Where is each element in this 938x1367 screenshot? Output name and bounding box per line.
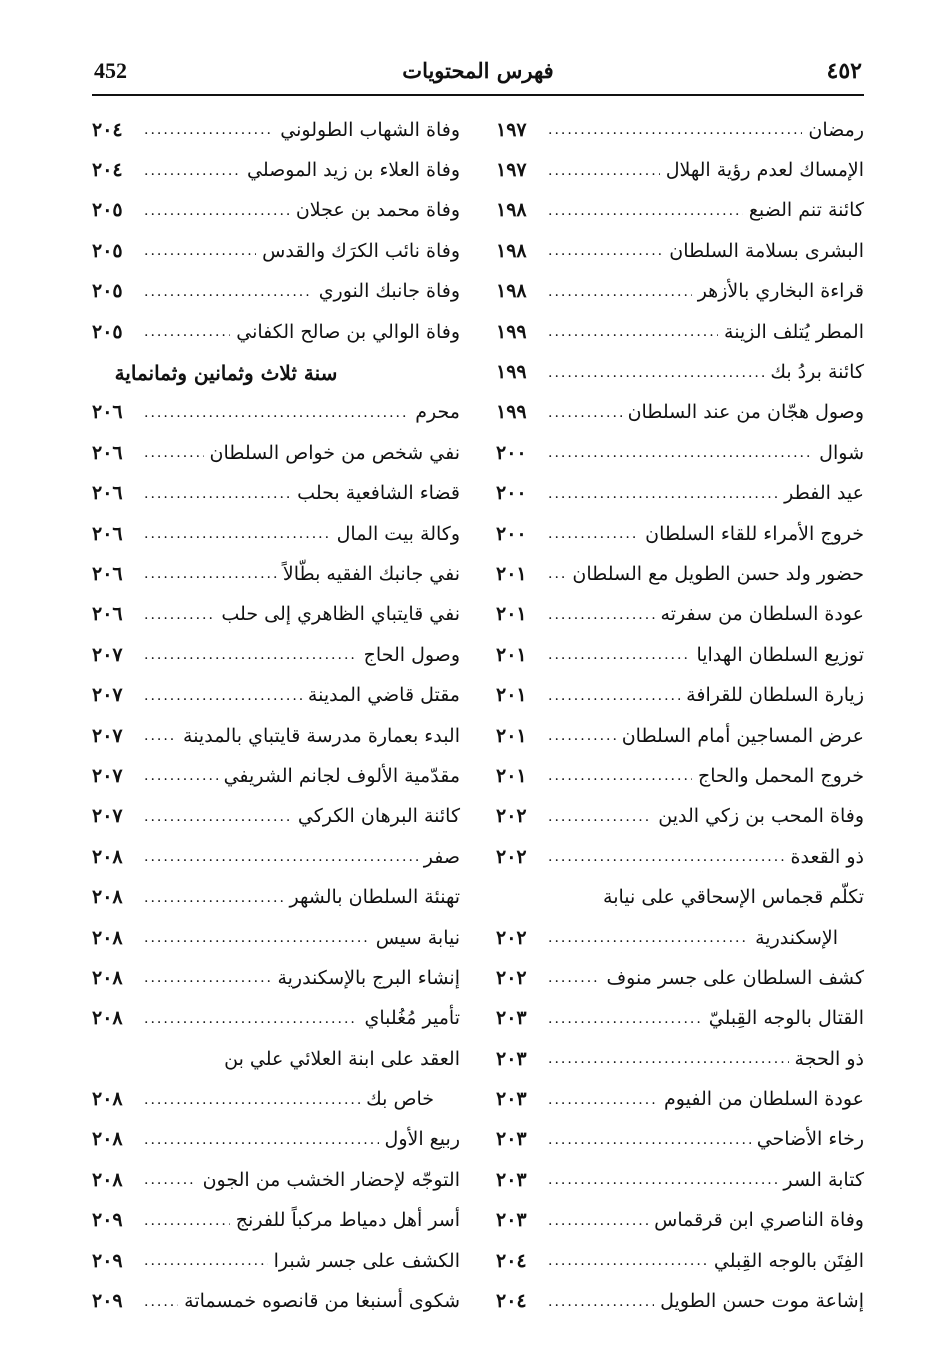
dot-leader [144,1201,230,1241]
dot-leader [548,353,764,393]
dot-leader [548,272,692,312]
toc-entry-page: ٢٠٥ [92,280,123,303]
toc-entry [92,716,460,756]
toc-entry [92,595,460,635]
toc-entry [496,1160,864,1200]
toc-entry-title: عرض المساجين أمام السلطان [621,724,864,747]
toc-entry-title: تكلّم قجماس الإسحاقي على نيابة [603,886,864,909]
toc-entry-title: ذو القعدة [790,845,864,868]
toc-entry-page: ٢٠٠ [496,482,527,505]
toc-entry-page: ٢٠٤ [92,159,123,182]
toc-entry-page: ٢٠٩ [92,1209,123,1232]
toc-entry-page: ٢٠٣ [496,1007,527,1030]
toc-entry-title: كائنة تنم الضبع [748,199,864,222]
toc-entry [496,312,864,352]
toc-entry [496,958,864,998]
toc-entry-page: ٢٠٠ [496,441,527,464]
dot-leader [548,918,749,958]
toc-entry-page: ٢٠١ [496,684,527,707]
dot-leader [548,999,703,1039]
toc-entry [92,918,460,958]
toc-entry-page: ٢٠٨ [92,886,123,909]
toc-entry [496,1120,864,1160]
toc-entry-page: ٢٠٢ [496,966,527,989]
toc-entry-page: ٢٠٠ [496,522,527,545]
toc-entry-page: ٢٠٦ [92,482,123,505]
toc-entry [496,797,864,837]
dot-leader [144,1241,268,1281]
toc-entry-page: ١٩٩ [496,361,527,384]
toc-entry-title: وفاة الوالي بن صالح الكفاني [236,320,460,343]
toc-left-column [92,110,460,1322]
toc-entry [92,231,460,271]
toc-entry [496,837,864,877]
toc-entry-title: البدء بعمارة مدرسة قايتباي بالمدينة [183,724,460,747]
toc-entry-title: العقد على ابنة العلائي علي بن [224,1047,460,1070]
toc-entry [496,433,864,473]
toc-entry-title: رخاء الأضاحي [756,1128,864,1151]
dot-leader [144,716,177,756]
toc-entry-page: ٢٠٦ [92,441,123,464]
toc-entry [92,393,460,433]
dot-leader [144,676,302,716]
toc-entry-title: كشف السلطان على جسر منوف [606,966,864,989]
toc-entry-page: ٢٠٩ [92,1249,123,1272]
toc-entry-title: الإمساك لعدم رؤية الهلال [665,159,864,182]
toc-entry [92,756,460,796]
toc-entry-title: البشرى بسلامة السلطان [669,239,864,262]
toc-entry-title: وكالة بيت المال [336,522,460,545]
toc-entry [92,1281,460,1321]
dot-leader [144,272,313,312]
toc-entry-page: ٢٠٥ [92,199,123,222]
toc-entry-page: ٢٠٤ [92,118,123,141]
toc-entry [92,312,460,352]
toc-entry-page: ٢٠٧ [92,764,123,787]
toc-entry-title: نفي جانبك الفقيه بطّالاً [282,562,460,585]
toc-entry-page: ٢٠١ [496,603,527,626]
toc-entry [496,999,864,1039]
toc-entry-title: إشاعة موت حسن الطويل [660,1290,864,1313]
toc-entry [92,1039,460,1079]
toc-entry [92,999,460,1039]
toc-entry-page: ٢٠٧ [92,724,123,747]
dot-leader [144,797,292,837]
toc-entry-title: مقدّمية الألوف لجانم الشريفي [223,764,460,787]
toc-entry [92,1241,460,1281]
toc-entry-page: ٢٠٨ [92,1168,123,1191]
toc-entry-title: مقتل قاضي المدينة [307,684,460,707]
toc-entry-title: صفر [423,845,460,868]
toc-entry [496,877,864,917]
dot-leader [548,1241,708,1281]
toc-entry [496,756,864,796]
toc-entry-title: قضاء الشافعية بحلب [297,482,460,505]
toc-entry-title: وفاة الناصري ابن قرقماس [654,1209,864,1232]
toc-entry [496,474,864,514]
dot-leader [548,1120,751,1160]
toc-entry [92,514,460,554]
toc-entry-title: كائنة البرهان الكركي [297,805,460,828]
dot-leader [144,474,291,514]
toc-entry-title: وفاة المحب بن زكي الدين [658,805,864,828]
toc-entry [496,393,864,433]
dot-leader [144,312,230,352]
section-heading-text: سنة ثلاث وثمانين وثمانماية [114,360,338,385]
toc-entry-title: وفاة نائب الكرَك والقدس [262,239,460,262]
section-heading [92,352,460,392]
toc-entry [92,675,460,715]
toc-entry-page: ٢٠٤ [496,1249,527,1272]
toc-entry-page: ٢٠٢ [496,845,527,868]
toc-entry [496,595,864,635]
dot-leader [144,1160,197,1200]
toc-entry [92,1079,460,1119]
toc-entry-title: قراءة البخاري بالأزهر [697,280,864,303]
header-divider [92,94,864,96]
toc-entry-title: المطر يُتلف الزينة [724,320,864,343]
toc-entry [496,675,864,715]
toc-entry [496,110,864,150]
toc-entry-page: ٢٠٨ [92,966,123,989]
toc-entry [92,958,460,998]
toc-entry-title: كتابة السر [783,1168,864,1191]
page-number-arabic: ٤٥٢ [826,58,862,84]
toc-entry-title: نفي شخص من خواص السلطان [209,441,460,464]
toc-entry-page: ١٩٧ [496,159,527,182]
toc-entry [92,554,460,594]
dot-leader [548,797,652,837]
toc-entry-title: خروج الأمراء للقاء السلطان [645,522,864,545]
toc-entry [496,150,864,190]
dot-leader [548,231,663,271]
toc-entry-page: ٢٠٣ [496,1047,527,1070]
toc-entry [496,716,864,756]
dot-leader [144,554,277,594]
toc-entry-title: وفاة العلاء بن زيد الموصلي [247,159,460,182]
toc-entry-title: حضور ولد حسن الطويل مع السلطان [572,562,864,585]
toc-entry-title: وفاة جانبك النوري [318,280,460,303]
toc-entry-title: ذو الحجة [794,1047,864,1070]
toc-entry [92,797,460,837]
toc-entry-title: إنشاء البرج بالإسكندرية [277,966,460,989]
toc-entry-page: ٢٠٦ [92,562,123,585]
toc-entry-page: ٢٠٥ [92,320,123,343]
page-number-latin: 452 [94,58,127,83]
dot-leader [548,1160,777,1200]
dot-leader [144,514,331,554]
toc-entry [496,514,864,554]
dot-leader [548,958,600,998]
dot-leader [144,999,358,1039]
toc-right-column [496,110,864,1322]
toc-entry-page: ٢٠٨ [92,926,123,949]
toc-entry-title: شوال [819,441,864,464]
toc-entry-page: ٢٠١ [496,724,527,747]
dot-leader [548,1080,658,1120]
toc-entry-title: عودة السلطان من سفرته [660,603,864,626]
dot-leader [548,1201,648,1241]
page-header [92,50,864,90]
toc-entry-title: رمضان [808,118,864,141]
toc-entry-title: تأمير مُغُلباي [364,1007,460,1030]
toc-entry-title: عودة السلطان من الفيوم [664,1088,864,1111]
toc-entry [496,272,864,312]
toc-entry-title: زيارة السلطان للقرافة [686,684,864,707]
toc-entry-page: ٢٠٦ [92,401,123,424]
dot-leader [548,1282,654,1322]
toc-entry [496,1039,864,1079]
toc-entry [496,918,864,958]
toc-entry-title: الكشف على جسر شبرا [273,1249,460,1272]
dot-leader [144,918,370,958]
toc-entry-title: التوجّه لإحضار الخشب من الجون [202,1168,460,1191]
toc-entry-page: ٢٠٤ [496,1290,527,1313]
dot-leader [144,837,418,877]
dot-leader [548,676,680,716]
toc-entry-title: نفي قايتباي الظاهري إلى حلب [221,603,460,626]
toc-entry-page: ١٩٧ [496,118,527,141]
toc-entry [496,191,864,231]
toc-entry-page: ٢٠٨ [92,845,123,868]
toc-entry [92,1201,460,1241]
toc-entry-title: خاص بك [366,1088,434,1111]
toc-entry-page: ٢٠٥ [92,239,123,262]
toc-entry [496,554,864,594]
toc-entry [92,877,460,917]
dot-leader [548,514,639,554]
dot-leader [144,1120,379,1160]
toc-entry-title: نيابة سيس [375,926,460,949]
toc-entry-page: ١٩٨ [496,199,527,222]
toc-entry [496,1241,864,1281]
toc-entry [92,110,460,150]
toc-entry-page: ١٩٨ [496,280,527,303]
toc-entry [92,191,460,231]
toc-entry [496,635,864,675]
toc-entry [92,474,460,514]
toc-entry-page: ١٩٨ [496,239,527,262]
dot-leader [548,756,692,796]
toc-entry-page: ٢٠١ [496,764,527,787]
toc-entry-title: وصول الحاج [363,643,460,666]
toc-entry-page: ٢٠٣ [496,1168,527,1191]
toc-entry-page: ٢٠١ [496,643,527,666]
dot-leader [144,433,204,473]
dot-leader [144,878,284,918]
toc-entry-page: ٢٠٢ [496,926,527,949]
toc-entry-page: ٢٠٦ [92,522,123,545]
toc-entry-title: تهنئة السلطان بالشهر [289,886,460,909]
toc-entry-title: خروج المحمل والحاج [698,764,864,787]
toc-entry-title: وفاة الشهاب الطولوني [280,118,460,141]
toc-entry-title: محرم [415,401,460,424]
dot-leader [144,191,290,231]
toc-entry-title: كائنة بردُ بك [770,361,864,384]
dot-leader [548,716,616,756]
toc-entry-title: الفِتَن بالوجه القِبلي [713,1249,864,1272]
dot-leader [144,1282,178,1322]
toc-entry-page: ٢٠٣ [496,1088,527,1111]
toc-entry [92,635,460,675]
toc-entry-page: ٢٠٧ [92,643,123,666]
dot-leader [144,151,241,191]
toc-entry-title: أسر أهل دمياط مركباً للفرنج [235,1209,460,1232]
toc-entry-page: ٢٠٦ [92,603,123,626]
toc-entry-title: توزيع السلطان الهدايا [696,643,864,666]
dot-leader [144,756,218,796]
dot-leader [548,433,813,473]
toc-entry-title: الإسكندرية [755,926,838,949]
dot-leader [548,474,778,514]
dot-leader [144,595,215,635]
dot-leader [144,231,256,271]
dot-leader [548,110,802,150]
dot-leader [144,393,409,433]
toc-entry-page: ٢٠٨ [92,1007,123,1030]
dot-leader [548,635,690,675]
toc-entry [496,1281,864,1321]
toc-entry [92,150,460,190]
toc-entry-page: ١٩٩ [496,320,527,343]
dot-leader [144,110,274,150]
toc-entry-title: ربيع الأول [384,1128,460,1151]
dot-leader [548,1039,789,1079]
toc-entry [92,433,460,473]
toc-entry [496,231,864,271]
toc-entry [92,1160,460,1200]
toc-entry-page: ٢٠٣ [496,1209,527,1232]
toc-entry [496,1079,864,1119]
dot-leader [548,151,660,191]
toc-entry [92,272,460,312]
toc-entry-page: ٢٠٨ [92,1128,123,1151]
toc-entry-page: ٢٠٩ [92,1290,123,1313]
toc-entry-page: ٢٠٣ [496,1128,527,1151]
toc-entry-page: ٢٠٧ [92,805,123,828]
toc-entry-page: ٢٠٨ [92,1088,123,1111]
dot-leader [144,635,358,675]
dot-leader [548,312,718,352]
dot-leader [144,958,271,998]
toc-entry-title: القتال بالوجه القِبليّ [708,1007,864,1030]
toc-entry-title: وصول هجّان من عند السلطان [627,401,864,424]
toc-entry-title: شكوى أسنبغا من قانصوه خمسماتة [184,1290,460,1313]
toc-entry-title: عيد الفطر [784,482,864,505]
toc-entry [496,1201,864,1241]
page-title: فهرس المحتويات [402,58,554,83]
toc-entry [496,352,864,392]
dot-leader [548,595,655,635]
toc-entry-page: ١٩٩ [496,401,527,424]
dot-leader [548,191,743,231]
dot-leader [548,393,622,433]
dot-leader [548,554,566,594]
toc-entry-page: ٢٠١ [496,562,527,585]
toc-entry-page: ٢٠٧ [92,684,123,707]
dot-leader [548,837,785,877]
toc-entry-title: وفاة محمد بن عجلان [295,199,460,222]
toc-entry [92,837,460,877]
toc-entry [92,1120,460,1160]
toc-entry-page: ٢٠٢ [496,805,527,828]
dot-leader [144,1080,360,1120]
